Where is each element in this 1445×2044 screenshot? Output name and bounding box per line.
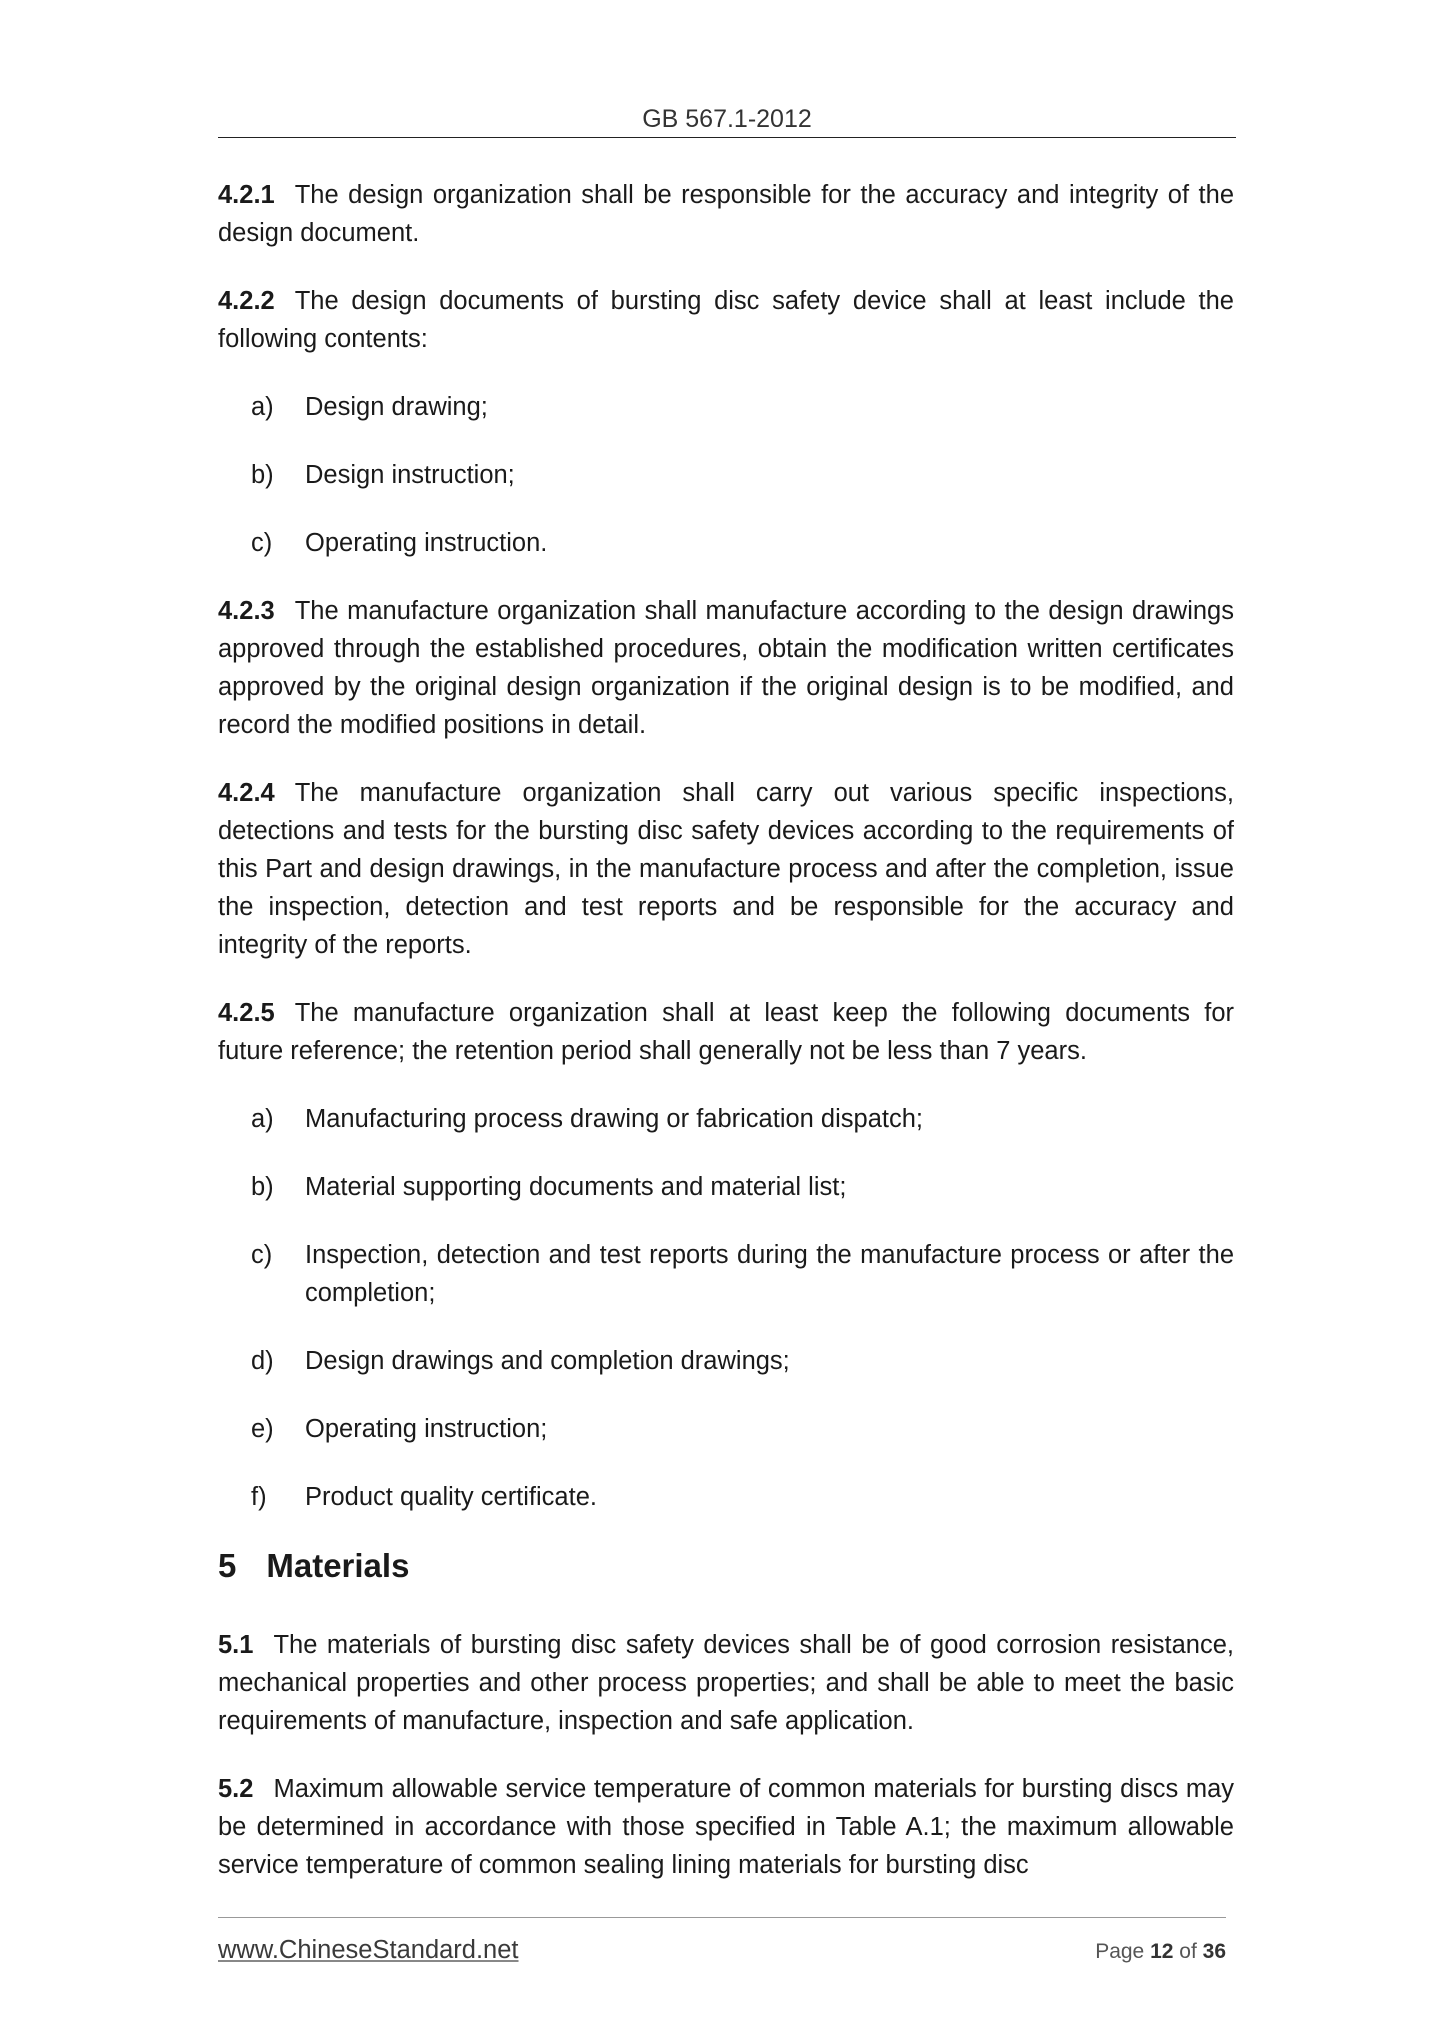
list-item	[218, 1478, 1234, 1516]
clause-text: The manufacture organization shall at least keep the following documents for future reference; the retention period shall generally not be less than 7 years.	[218, 999, 1234, 1065]
list-marker: c)	[251, 529, 273, 557]
page-prefix: Page	[1095, 1940, 1145, 1963]
clause-text: The manufacture organization shall carry out various specific inspections, detections and tests for the bursting disc safety devices according to the requirements of this Part and design drawings, in the manufacture process and after the completion, issue the inspection, detection and test reports and be responsible for the accuracy and integrity of the reports.	[218, 779, 1234, 959]
page-of: of	[1179, 1940, 1197, 1963]
clause-number: 4.2.4	[218, 779, 275, 807]
clause-number: 5.1	[218, 1631, 254, 1659]
page-number	[1095, 1940, 1226, 1964]
list-item	[218, 1342, 1234, 1380]
list-item	[218, 524, 1234, 562]
clause-number: 5.2	[218, 1775, 254, 1803]
footer-divider	[218, 1917, 1226, 1918]
section-heading-materials	[218, 1546, 1234, 1586]
list-text: Design drawing;	[305, 393, 488, 421]
list-item	[218, 1236, 1234, 1312]
clause-4-2-1	[218, 176, 1234, 252]
page-current: 12	[1150, 1940, 1174, 1963]
page-total: 36	[1202, 1940, 1226, 1963]
clause-number: 4.2.5	[218, 999, 275, 1027]
list-marker: f)	[251, 1483, 267, 1511]
list-text: Design instruction;	[305, 461, 515, 489]
list-marker: c)	[251, 1241, 273, 1269]
list-text: Manufacturing process drawing or fabrication dispatch;	[305, 1105, 923, 1133]
clause-4-2-3	[218, 592, 1234, 744]
list-text: Product quality certificate.	[305, 1483, 597, 1511]
list-marker: a)	[251, 393, 274, 421]
list-item	[218, 1100, 1234, 1138]
clause-text: The design organization shall be responsible for the accuracy and integrity of the design document.	[218, 181, 1234, 247]
clause-4-2-2	[218, 282, 1234, 358]
list-text: Design drawings and completion drawings;	[305, 1347, 790, 1375]
clause-number: 4.2.2	[218, 287, 275, 315]
header-divider	[218, 137, 1236, 138]
clause-5-2	[218, 1770, 1234, 1884]
list-text: Operating instruction;	[305, 1415, 548, 1443]
document-body	[218, 176, 1234, 1914]
clause-text: The materials of bursting disc safety devices shall be of good corrosion resistance, mechanical properties and other process properties; and shall be able to meet the basic requirements of manufacture, inspection and safe application.	[218, 1631, 1234, 1735]
clause-number: 4.2.3	[218, 597, 275, 625]
list-item	[218, 456, 1234, 494]
footer-website-link[interactable]: www.ChineseStandard.net	[218, 1936, 519, 1964]
list-marker: a)	[251, 1105, 274, 1133]
section-number: 5	[218, 1547, 237, 1584]
clause-5-1	[218, 1626, 1234, 1740]
list-text: Inspection, detection and test reports during the manufacture process or after the completion;	[305, 1241, 1234, 1307]
page-header: GB 567.1-2012	[642, 105, 812, 133]
list-text: Operating instruction.	[305, 529, 548, 557]
section-title-text: Materials	[266, 1547, 410, 1584]
clause-text: The manufacture organization shall manufacture according to the design drawings approved through the established procedures, obtain the modification written certificates approved by the original design organization if the original design is to be modified, and record the modified positions in detail.	[218, 597, 1234, 739]
list-marker: b)	[251, 1173, 274, 1201]
clause-text: The design documents of bursting disc safety device shall at least include the following contents:	[218, 287, 1234, 353]
list-marker: e)	[251, 1415, 274, 1443]
list-item	[218, 1410, 1234, 1448]
list-marker: d)	[251, 1347, 274, 1375]
clause-4-2-5	[218, 994, 1234, 1070]
clause-number: 4.2.1	[218, 181, 275, 209]
list-marker: b)	[251, 461, 274, 489]
list-text: Material supporting documents and material list;	[305, 1173, 847, 1201]
clause-text: Maximum allowable service temperature of common materials for bursting discs may be determined in accordance with those specified in Table A.1; the maximum allowable service temperature of common sealing lining materials for bursting disc	[218, 1775, 1234, 1879]
list-item	[218, 388, 1234, 426]
list-item	[218, 1168, 1234, 1206]
clause-4-2-4	[218, 774, 1234, 964]
